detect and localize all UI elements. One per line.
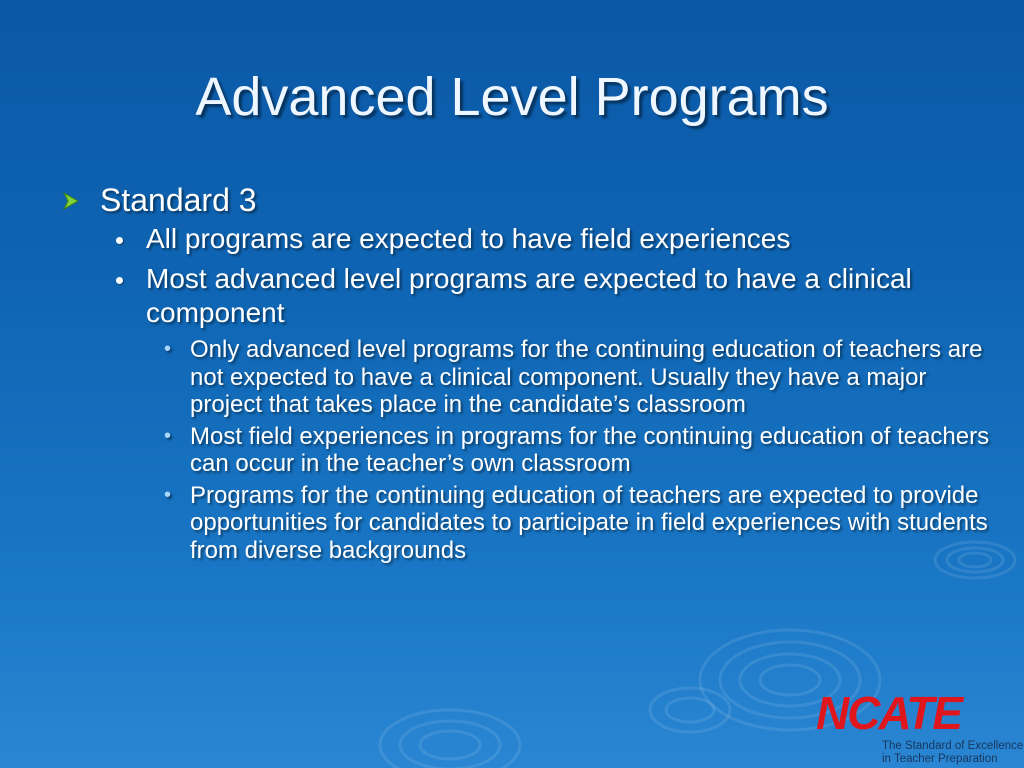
dot-bullet-icon (116, 277, 123, 284)
slide-content (60, 180, 990, 568)
sub-bullet-text: Most advanced level programs are expected to have a clinical component (146, 263, 912, 328)
sub-bullet-text: All programs are expected to have field experiences (146, 223, 791, 254)
tagline-line-1: The Standard of Excellence (882, 740, 1024, 752)
arrow-bullet-icon (62, 192, 80, 210)
logo-tagline (882, 740, 1024, 766)
sub-sub-bullet (156, 423, 990, 478)
dot-bullet-icon (116, 237, 123, 244)
slide-title: Advanced Level Programs (195, 67, 829, 127)
sub-sub-bullet-text: Only advanced level programs for the continuing education of teachers are not expected to have a clinical component. Usually they have a major project that takes place in the candidate’s classroom (190, 336, 983, 418)
small-dot-bullet-icon: • (164, 424, 172, 447)
bullet-text: Standard 3 (100, 182, 257, 218)
logo-wordmark: NCATE (816, 687, 962, 739)
tagline-line-2: in Teacher Preparation (882, 753, 998, 765)
sub-sub-bullet (156, 336, 990, 419)
sub-sub-bullet-text: Programs for the continuing education of teachers are expected to provide opportunities for candidates to participate in field experiences with students from diverse backgrounds (190, 481, 988, 564)
small-dot-bullet-icon: • (164, 483, 172, 506)
sub-sub-bullet-text: Most field experiences in programs for the continuing education of teachers can occur in the teacher’s own classroom (190, 422, 990, 477)
small-dot-bullet-icon: • (164, 338, 172, 360)
sub-bullet (112, 262, 926, 330)
ncate-logo (816, 687, 1024, 768)
bullet-standard-3 (60, 180, 980, 220)
sub-sub-bullet (156, 482, 990, 565)
sub-bullet (112, 222, 926, 256)
